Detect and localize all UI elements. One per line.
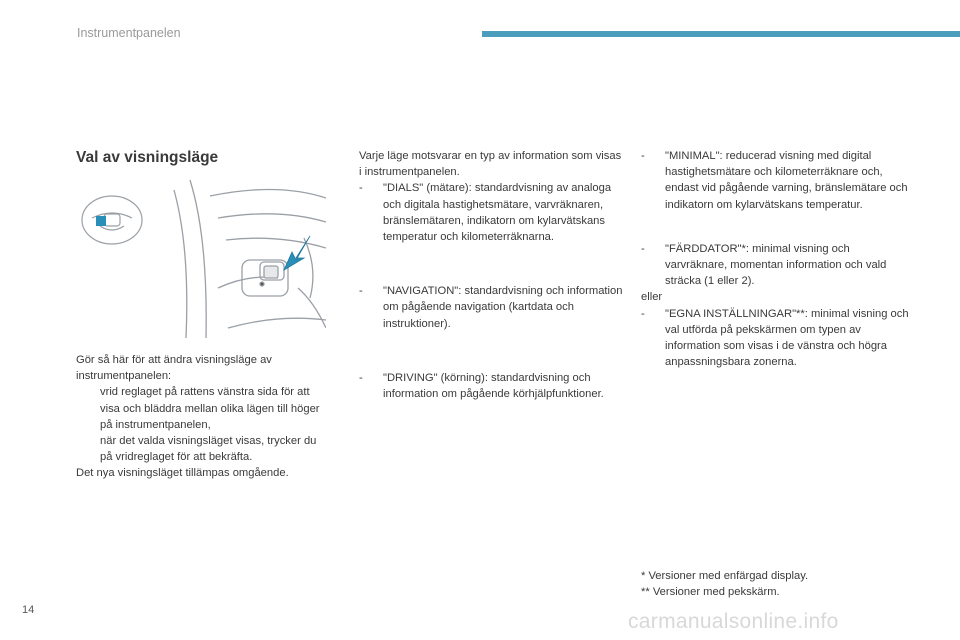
mode-item-trip-computer: - "FÄRDDATOR"*: minimal visning och varvräknare, momentan information och vald sträcka (1 eller 2).: [641, 242, 887, 288]
mode-item-minimal: - "MINIMAL": reducerad visning med digital hastighetsmätare och kilometerräknare och, endast vid pågående varning, bränslemätare och indikatorn om kylarvätskans temperatur.: [641, 150, 908, 211]
column-1: [76, 352, 326, 482]
column-3: [641, 148, 911, 370]
watermark: carmanualsonline.info: [628, 610, 839, 633]
page-number: 14: [22, 604, 35, 616]
col1-outro: Det nya visningsläget tillämpas omgående.: [76, 467, 289, 480]
footnotes: [641, 568, 921, 600]
page-header-title: Instrumentpanelen: [77, 26, 181, 40]
column-2: [359, 148, 623, 402]
page-header-bar: [482, 31, 960, 37]
col1-intro: Gör så här för att ändra visningsläge av instrumentpanelen:: [76, 354, 272, 383]
wheel-outline-icon: [174, 180, 326, 338]
footnote: * Versioner med enfärgad display.: [641, 570, 809, 582]
inset-wheel-icon: [82, 196, 142, 244]
footnote: ** Versioner med pekskärm.: [641, 586, 780, 599]
or-text: eller: [641, 291, 663, 304]
col1-step: vrid reglaget på rattens vänstra sida för att visa och bläddra mellan olika lägen till höger på instrumentpanelen,: [100, 386, 320, 431]
col1-step: när det valda visningsläget visas, trycker du på vridreglaget för att bekräfta.: [100, 435, 317, 464]
mode-item-dials: - "DIALS" (mätare): standardvisning av analoga och digitala hastighetsmätare, varvräknaren, bränslemätaren, indikatorn om kylarvätskans temperatur och kilometerräknarna.: [359, 182, 612, 244]
mode-item-navigation: - "NAVIGATION": standardvisning och information om pågående navigation (kartdata och instruktioner).: [359, 285, 623, 330]
section-title: Val av visningsläge: [76, 149, 219, 166]
mode-item-driving: - "DRIVING" (körning): standardvisning och information om pågående körhjälpfunktioner.: [359, 371, 604, 401]
inset-control-highlight: [96, 216, 106, 226]
steering-wheel-illustration: [78, 178, 326, 340]
col2-intro: Varje läge motsvarar en typ av information som visas i instrumentpanelen.: [359, 150, 622, 179]
mode-item-custom-settings: - "EGNA INSTÄLLNINGAR"**: minimal visning och val utförda på pekskärmen om typen av information som visas i de vänstra och högra anpassningsbara zonerna.: [641, 307, 909, 369]
